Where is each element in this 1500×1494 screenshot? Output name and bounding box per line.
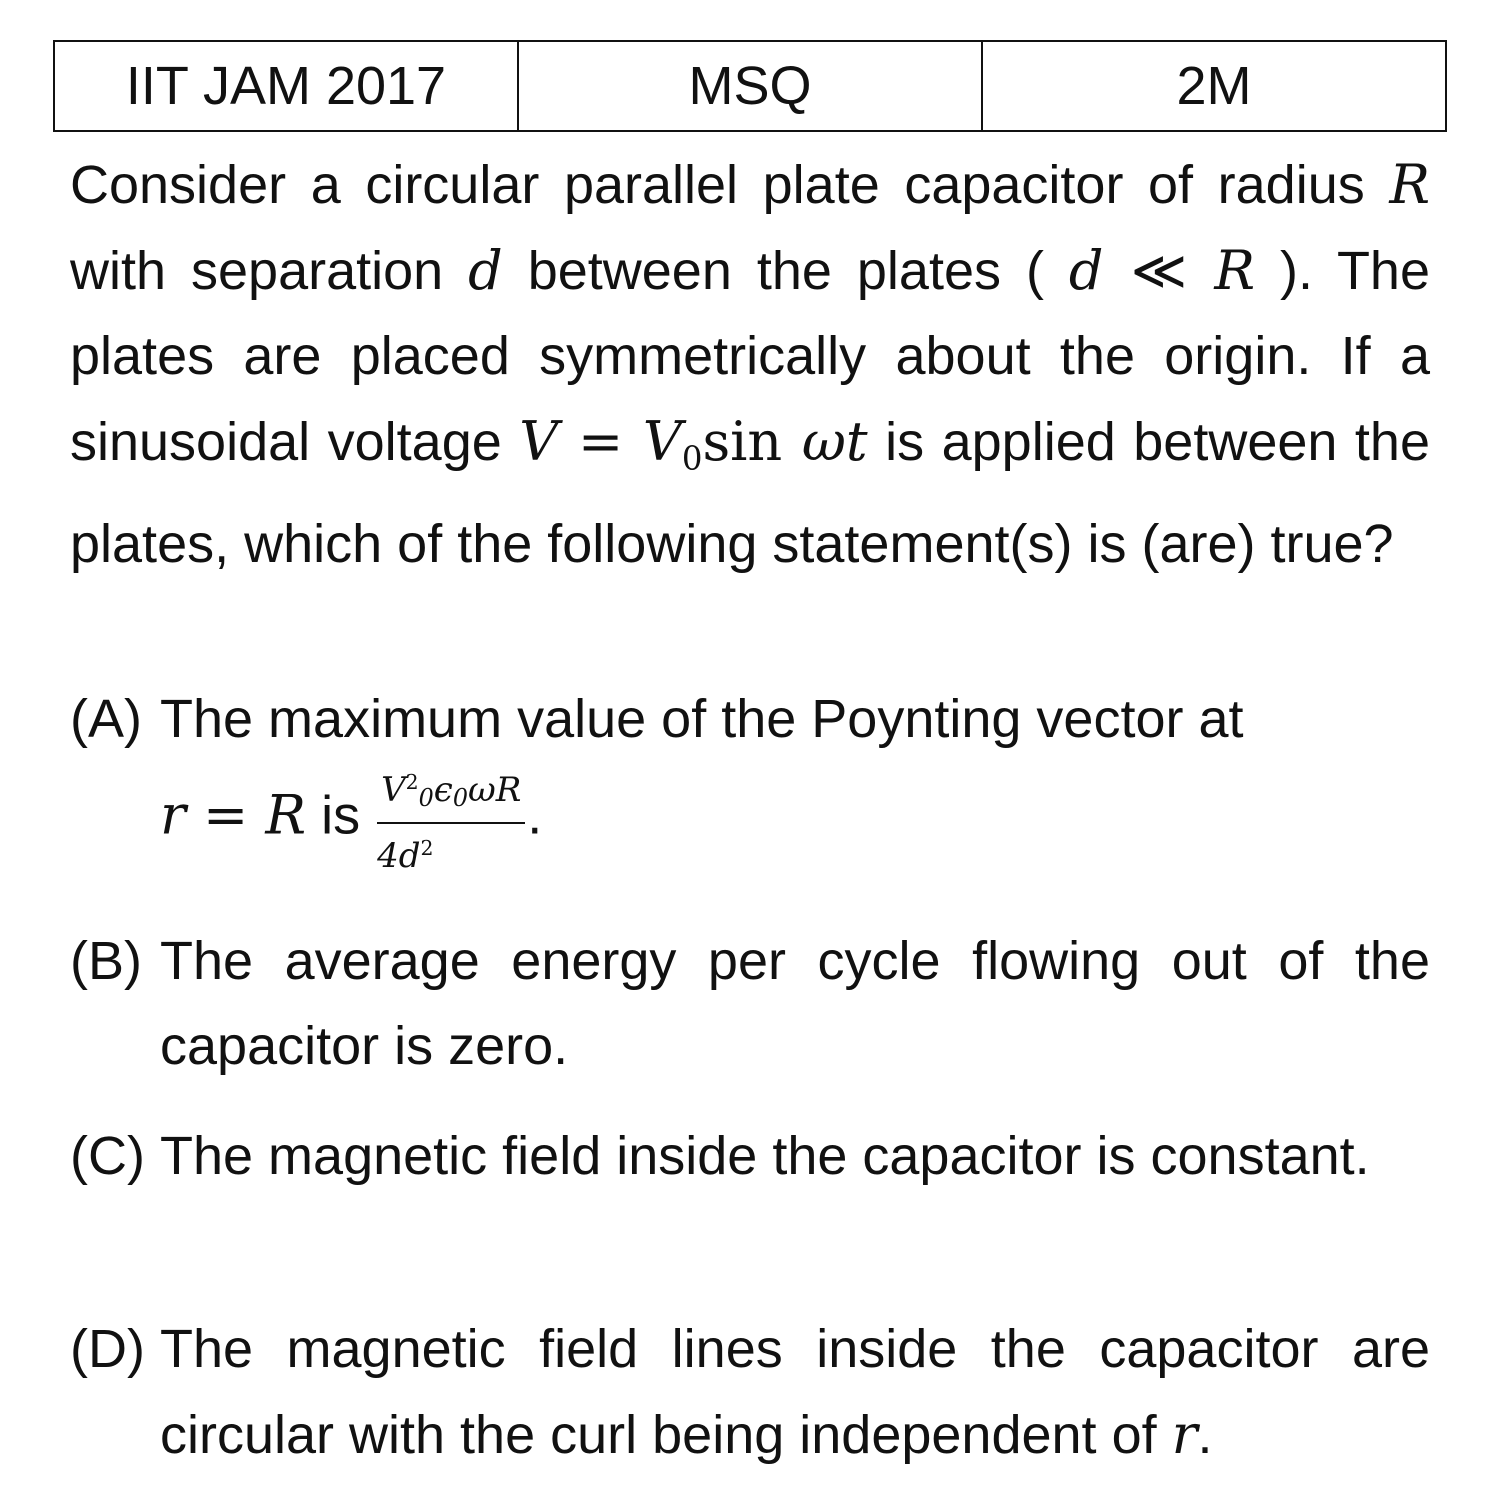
option-b-label: (B) (70, 931, 142, 991)
option-d (70, 1307, 1430, 1478)
option-a-formula: r = R is $\frac{V^20\epsilon 0\omega R}{4d^2}$ . (160, 762, 1430, 892)
option-a-label: (A) (70, 689, 142, 749)
question-type-cell: MSQ (518, 41, 982, 131)
option-b (70, 919, 1430, 1089)
header-table (53, 40, 1447, 132)
option-d-text: The magnetic field lines inside the capacitor are circular with the curl being independent of r. (160, 1319, 1430, 1466)
option-b-text: The average energy per cycle flowing out of the capacitor is zero. (160, 931, 1430, 1076)
option-a (70, 677, 1430, 892)
poynting-fraction: $\frac{V^20\epsilon 0\omega R}{4d^2}$ (377, 762, 525, 876)
option-c (70, 1114, 1430, 1199)
option-a-text: The maximum value of the Poynting vector at r = R is $\frac{V^20\epsilon 0\omega R}{4d^2}$ . (160, 677, 1430, 892)
option-c-label: (C) (70, 1126, 145, 1186)
question-text: Consider a circular parallel plate capacitor of radius R with separation d between the plates ( d ≪ R ). The plates are placed symmetrically about the origin. If a sinusoidal voltage $V = V_0\sin$ ωt is applied between the plates, which of the following statement(s) is (are) true? (70, 153, 1430, 574)
marks-cell: 2M (982, 41, 1446, 131)
option-d-label: (D) (70, 1319, 145, 1379)
exam-name-cell: IIT JAM 2017 (54, 41, 518, 131)
option-c-text: The magnetic field inside the capacitor is constant. (160, 1126, 1370, 1186)
